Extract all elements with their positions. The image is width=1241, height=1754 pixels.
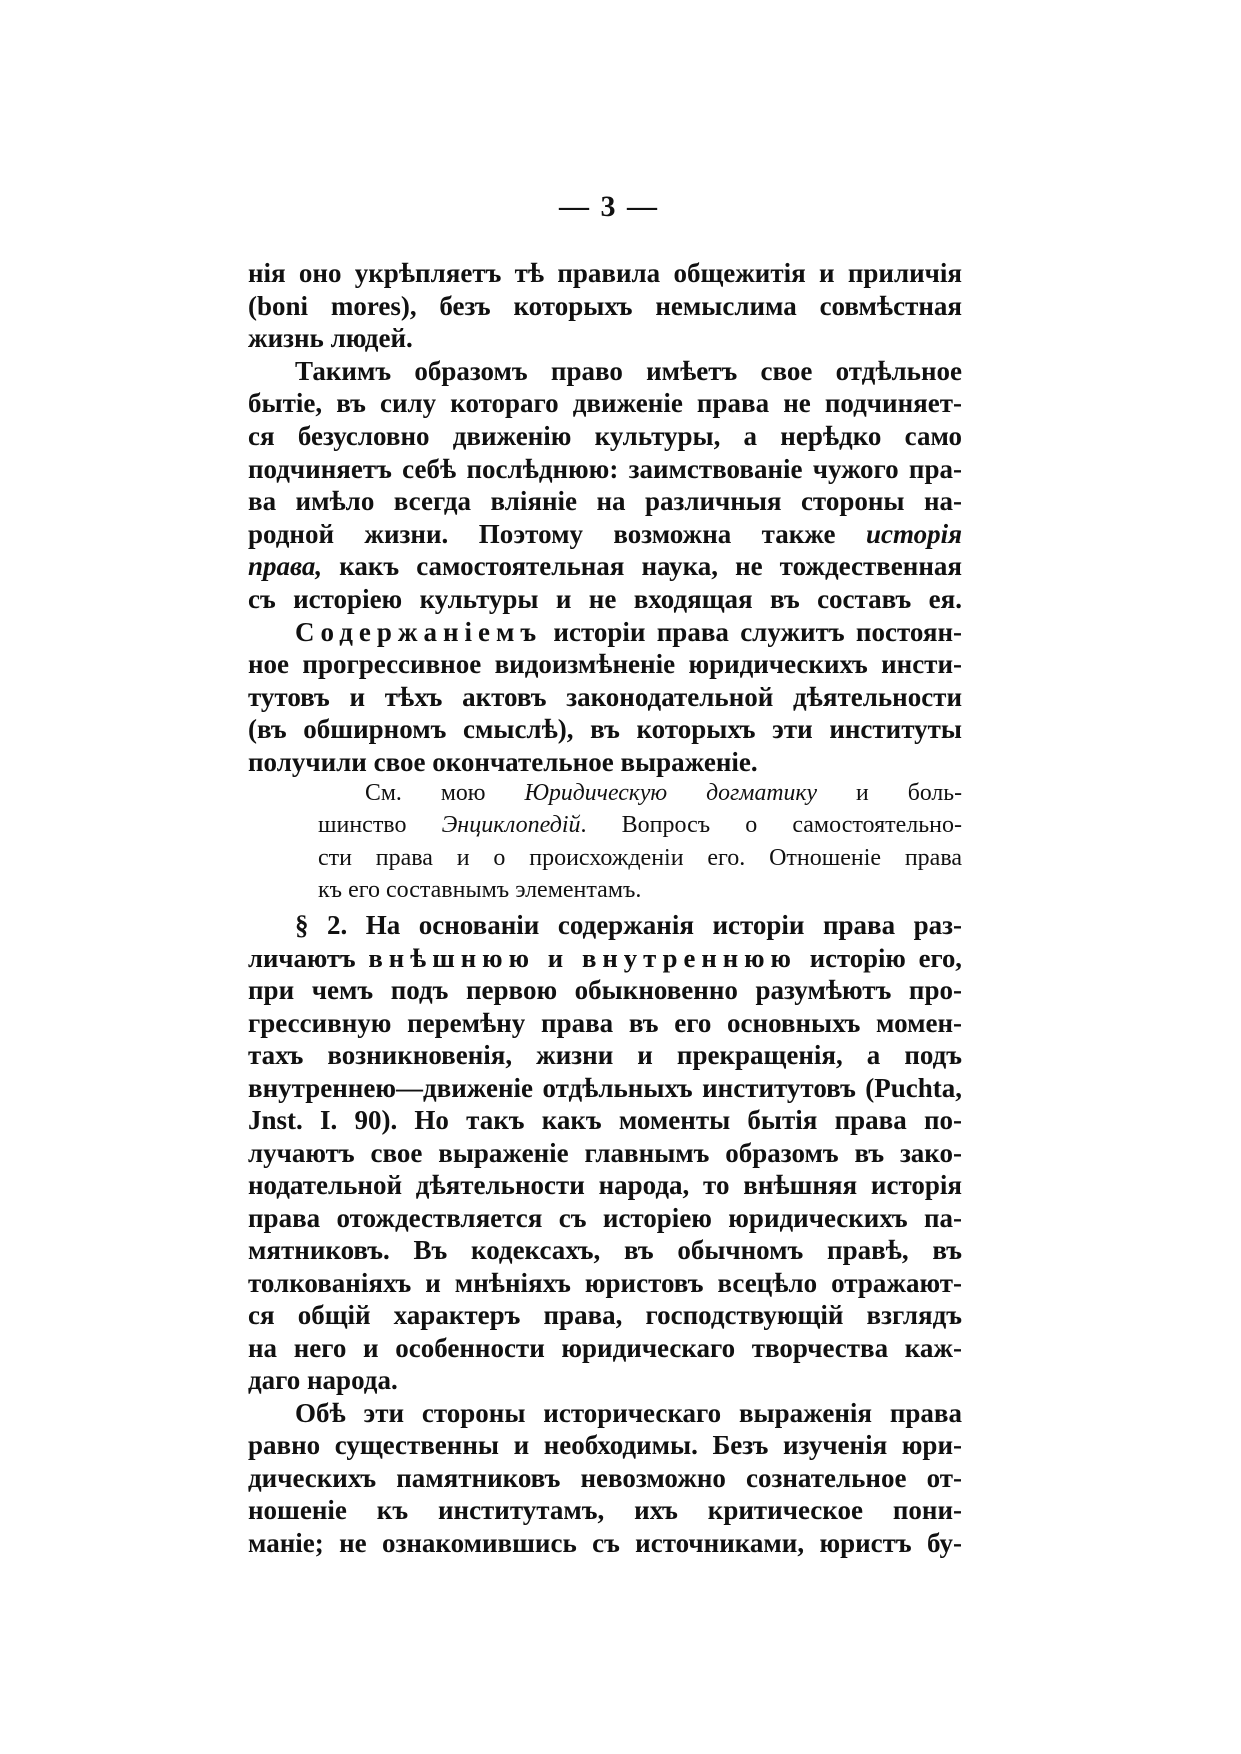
text-run: съ исторіею культуры и не входящая въ составъ ея. <box>248 583 962 614</box>
text-line <box>248 616 962 649</box>
text-run: на него и особенности юридическаго творчества каж- <box>248 1332 962 1363</box>
text-line <box>248 809 962 841</box>
text-line <box>248 453 962 486</box>
text-run: лучаютъ свое выраженіе главнымъ образомъ въ зако- <box>248 1137 962 1168</box>
text-run: нодательной дѣятельности народа, то внѣшняя исторія <box>248 1170 962 1200</box>
text-run: ношеніе къ институтамъ, ихъ критическое пони- <box>248 1495 962 1525</box>
text-line <box>248 1169 962 1202</box>
text-line <box>248 1332 962 1365</box>
text-run: тахъ возникновенія, жизни и прекращенія, а подъ <box>248 1040 962 1070</box>
text-line <box>248 909 962 942</box>
spaced-text-run: внѣшнюю <box>368 942 536 973</box>
text-run: грессивную перемѣну права въ его основныхъ момен- <box>248 1007 962 1038</box>
text-line <box>248 1104 962 1137</box>
text-run <box>569 943 582 973</box>
text-line <box>248 1137 962 1170</box>
text-line <box>248 322 962 355</box>
text-line <box>248 1072 962 1105</box>
text-run: (въ обширномъ смыслѣ), въ которыхъ эти институты <box>248 714 962 745</box>
text-line <box>248 974 962 1007</box>
italic-text-run: Энциклопедій <box>441 812 581 839</box>
text-line <box>248 257 962 290</box>
spaced-text-run: внутреннюю <box>581 942 797 973</box>
text-line <box>248 874 962 906</box>
spaced-text-run: и <box>547 942 570 973</box>
text-run: тутовъ и тѣхъ актовъ законодательной дѣятельности <box>248 681 962 712</box>
italic-text-run: права, <box>248 551 323 582</box>
text-run: при чемъ подъ первою обыкновенно разумѣютъ про- <box>248 975 962 1005</box>
text-line <box>248 387 962 420</box>
text-run: (boni mores), безъ которыхъ немыслима совмѣстная <box>248 290 962 321</box>
text-run: ся общій характеръ права, господствующій взглядъ <box>248 1300 962 1330</box>
footnote-block <box>248 777 962 906</box>
text-line <box>248 713 962 746</box>
text-run: какъ самостоятельная наука, не тождественная <box>322 551 962 582</box>
text-line <box>248 777 962 809</box>
text-run: и боль- <box>817 780 962 806</box>
text-line <box>248 550 962 583</box>
text-run: внутреннею—движеніе отдѣльныхъ институтовъ (Puchta, <box>248 1072 962 1103</box>
text-run: жизнь людей. <box>248 323 413 354</box>
text-run: . Вопросъ о самостоятельно- <box>580 812 962 839</box>
text-line <box>248 1234 962 1267</box>
text-run: дическихъ памятниковъ невозможно сознательное от- <box>248 1462 962 1493</box>
text-line <box>248 1299 962 1332</box>
text-line <box>248 942 962 975</box>
text-run: Такимъ образомъ право имѣетъ свое отдѣльное <box>295 355 962 386</box>
text-line <box>248 1527 962 1560</box>
text-run: мятниковъ. Въ кодексахъ, въ обычномъ правѣ, въ <box>248 1235 962 1265</box>
text-run: толкованіяхъ и мнѣніяхъ юристовъ всецѣло отражают- <box>248 1267 962 1298</box>
text-run: ся безусловно движенію культуры, а нерѣдко само <box>248 420 962 451</box>
text-run: ное прогрессивное видоизмѣненіе юридическихъ инсти- <box>248 649 962 680</box>
text-run: маніе; не ознакомившись съ источниками, юристъ бу- <box>248 1527 962 1558</box>
text-line <box>248 1462 962 1495</box>
text-line <box>248 355 962 388</box>
text-line <box>248 1267 962 1300</box>
text-run: сти права и о происхожденіи его. Отношеніе права <box>318 844 962 871</box>
text-run: родной жизни. Поэтому возможна также <box>248 518 866 549</box>
text-run: равно существенны и необходимы. Безъ изученія юри- <box>248 1430 962 1460</box>
text-run: исторію его, <box>796 942 962 973</box>
text-line <box>248 485 962 518</box>
text-run: личаютъ <box>248 942 369 973</box>
text-line <box>248 1494 962 1527</box>
text-line <box>248 1429 962 1462</box>
page-number: — 3 — <box>559 190 659 223</box>
text-run: Обѣ эти стороны историческаго выраженія права <box>295 1397 962 1428</box>
text-run: шинство <box>318 812 442 839</box>
text-line <box>248 681 962 714</box>
text-line <box>248 1364 962 1397</box>
text-line <box>248 1039 962 1072</box>
spaced-text-run: Содержаніемъ <box>295 616 543 647</box>
text-line <box>248 290 962 323</box>
text-line <box>248 518 962 551</box>
text-run: къ его составнымъ элементамъ. <box>318 876 642 903</box>
text-line <box>248 1202 962 1235</box>
text-run: См. мою <box>365 780 525 806</box>
text-run: нія оно укрѣпляетъ тѣ правила общежитія и приличія <box>248 258 962 288</box>
text-line <box>248 746 962 779</box>
section-2-block <box>248 909 962 1559</box>
text-line <box>248 842 962 874</box>
text-line <box>248 583 962 616</box>
text-run <box>535 943 548 973</box>
main-text-block <box>248 257 962 779</box>
text-run: бытіе, въ силу котораго движеніе права не подчиняет- <box>248 388 962 419</box>
italic-text-run: Юридическую догматику <box>524 780 818 806</box>
text-run: § 2. На основаніи содержанія исторіи права раз- <box>295 910 962 940</box>
text-line <box>248 1007 962 1040</box>
italic-text-run: исторія <box>865 518 962 549</box>
text-run: ва имѣло всегда вліяніе на различныя стороны на- <box>248 486 962 517</box>
text-run: даго народа. <box>248 1365 398 1395</box>
text-line <box>248 648 962 681</box>
text-run: Jnst. I. 90). Но такъ какъ моменты бытія права по- <box>248 1105 962 1135</box>
text-run: подчиняетъ себѣ послѣднюю: заимствованіе чужого пра- <box>248 453 962 484</box>
text-run: права отождествляется съ исторіею юридическихъ па- <box>248 1202 962 1233</box>
text-run: получили свое окончательное выраженіе. <box>248 746 758 777</box>
text-line <box>248 1397 962 1430</box>
text-line <box>248 420 962 453</box>
text-run: исторіи права служитъ постоян- <box>542 616 962 647</box>
